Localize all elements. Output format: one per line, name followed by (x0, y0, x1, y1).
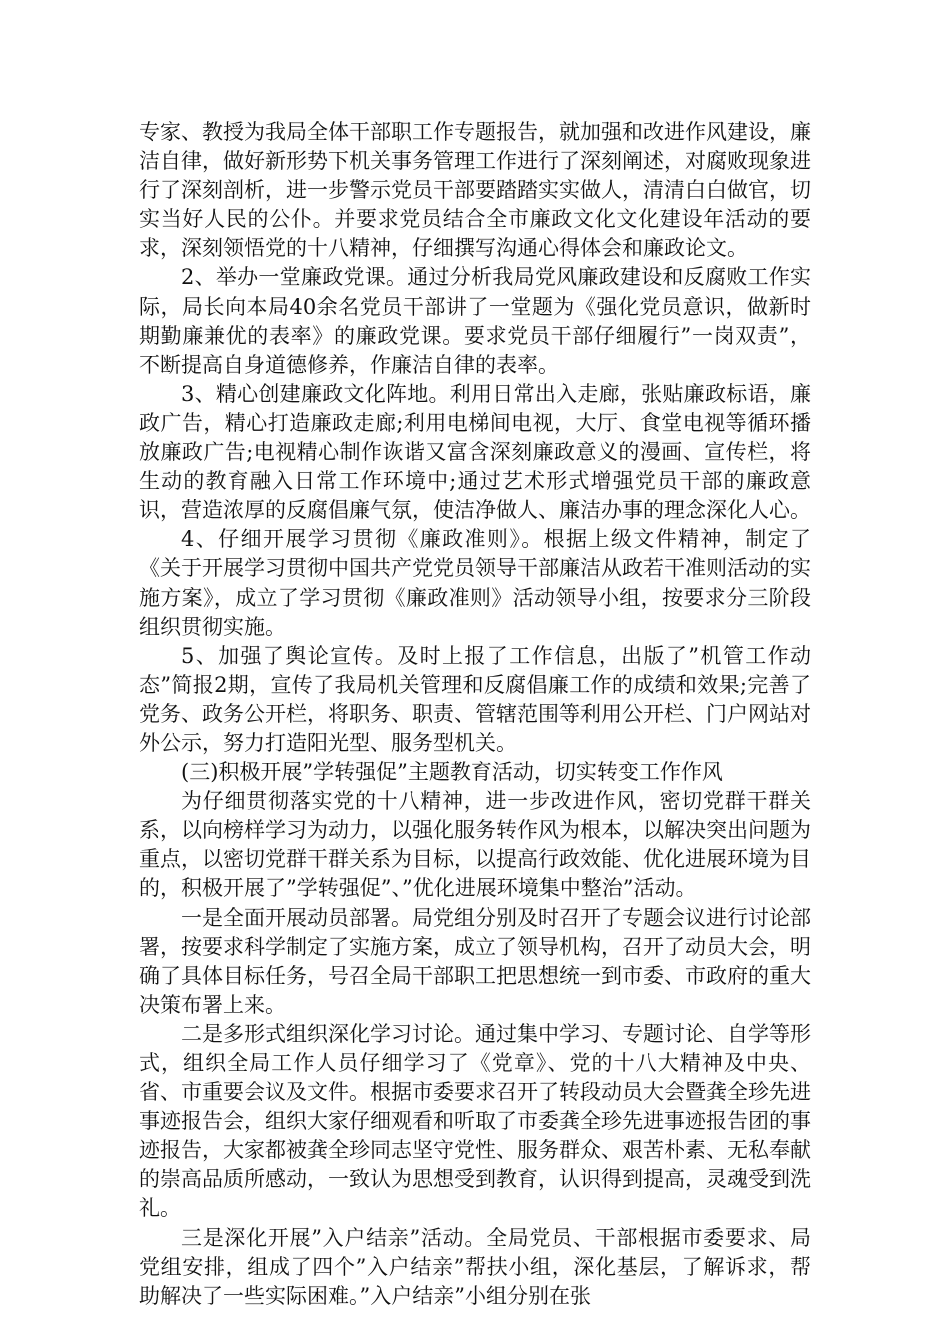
paragraph-integrity-code: 4、仔细开展学习贯彻《廉政准则》。根据上级文件精神，制定了《关于开展学习贯彻中国共产党党员领导干部廉洁从政若干准则活动的实施方案》，成立了学习贯彻《廉政准则》活动领导小组，按要求分三阶段组织贯彻实施。 (139, 527, 811, 639)
paragraph-party-lecture: 2、举办一堂廉政党课。通过分析我局党风廉政建设和反腐败工作实际，局长向本局40余名党员干部讲了一堂题为《强化党员意识，做新时期勤廉兼优的表率》的廉政党课。要求党员干部仔细履行”一岗双责”，不断提高自身道德修养，作廉洁自律的表率。 (139, 265, 811, 377)
paragraph-culture-position: 3、精心创建廉政文化阵地。利用日常出入走廊，张贴廉政标语，廉政广告，精心打造廉政走廊;利用电梯间电视，大厅、食堂电视等循环播放廉政广告;电视精心制作诙谐又富含深刻廉政意义的漫画、宣传栏，将生动的教育融入日常工作环境中;通过艺术形式增强党员干部的廉政意识，营造浓厚的反腐倡廉气氛，使洁净做人、廉洁办事的理念深化人心。 (139, 381, 811, 523)
paragraph-study-discussion: 二是多形式组织深化学习讨论。通过集中学习、专题讨论、自学等形式，组织全局工作人员仔细学习了《党章》、党的十八大精神及中央、省、市重要会议及文件。根据市委要求召开了转段动员大会暨龚全珍先进事迹报告会，组织大家仔细观看和听取了市委龚全珍先进事迹报告团的事迹报告，大家都被龚全珍同志坚守党性、服务群众、艰苦朴素、无私奉献的崇高品质所感动，一致认为思想受到教育，认识得到提高，灵魂受到洗礼。 (139, 1021, 811, 1221)
document-body (139, 118, 811, 1311)
paragraph-campaign-intro: 为仔细贯彻落实党的十八精神，进一步改进作风，密切党群干群关系，以向榜样学习为动力，以强化服务转作风为根本，以解决突出问题为重点，以密切党群干群关系为目标，以提高行政效能、优化进展环境为目的，积极开展了”学转强促”、”优化进展环境集中整治”活动。 (139, 789, 811, 901)
paragraph-continuation: 专家、教授为我局全体干部职工作专题报告，就加强和改进作风建设，廉洁自律，做好新形势下机关事务管理工作进行了深刻阐述，对腐败现象进行了深刻剖析，进一步警示党员干部要踏踏实实做人，清清白白做官，切实当好人民的公仆。并要求党员结合全市廉政文化文化建设年活动的要求，深刻领悟党的十八精神，仔细撰写沟通心得体会和廉政论文。 (139, 120, 811, 261)
paragraph-mobilization: 一是全面开展动员部署。局党组分别及时召开了专题会议进行讨论部署，按要求科学制定了实施方案，成立了领导机构，召开了动员大会，明确了具体目标任务，号召全局干部职工把思想统一到市委、市政府的重大决策布署上来。 (139, 905, 811, 1017)
section-heading: (三)积极开展”学转强促”主题教育活动，切实转变工作作风 (181, 760, 723, 785)
paragraph-publicity: 5、加强了舆论宣传。及时上报了工作信息，出版了”机管工作动态”简报2期，宣传了我局机关管理和反腐倡廉工作的成绩和效果;完善了党务、政务公开栏，将职务、职责、管辖范围等利用公开栏、门户网站对外公示，努力打造阳光型、服务型机关。 (139, 643, 811, 755)
paragraph-home-visits: 三是深化开展”入户结亲”活动。全局党员、干部根据市委要求、局党组安排，组成了四个”入户结亲”帮扶小组，深化基层，了解诉求，帮助解决了一些实际困难。”入户结亲”小组分别在张 (139, 1225, 811, 1308)
